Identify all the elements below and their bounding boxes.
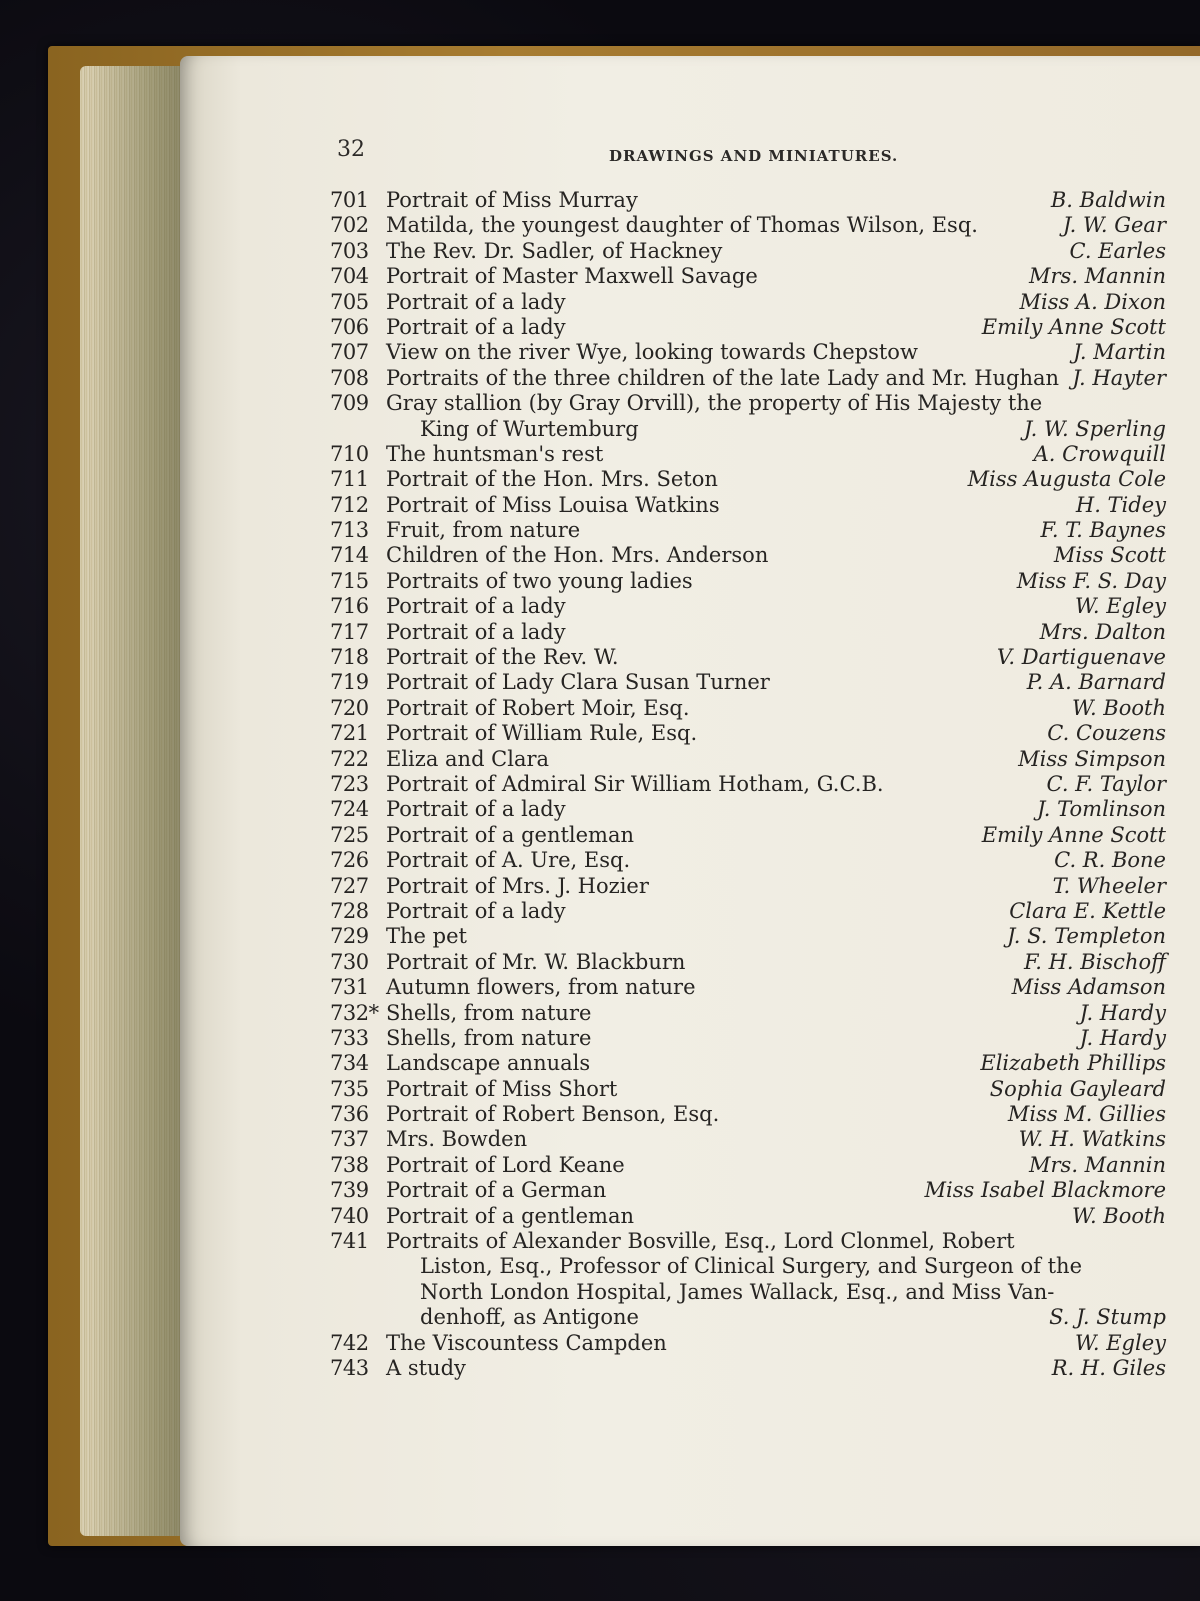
entry-artist: Clara E. Kettle	[1009, 898, 1166, 923]
catalogue-entry	[330, 213, 1166, 238]
catalogue-entry	[330, 391, 1166, 416]
entry-artist: T. Wheeler	[1052, 873, 1166, 898]
entry-line	[330, 1229, 1166, 1254]
entry-number: 734	[330, 1051, 369, 1076]
catalogue-entry	[330, 239, 1166, 264]
entry-number: 724	[330, 797, 369, 822]
entry-title: View on the river Wye, looking towards Chepstow	[386, 340, 918, 365]
entry-number: 715	[330, 568, 369, 593]
entry-artist: Mrs. Mannin	[1029, 264, 1166, 289]
entry-artist: J. W. Gear	[1062, 213, 1166, 238]
entry-artist: C. Earles	[1069, 238, 1166, 263]
catalogue-entry	[330, 874, 1166, 899]
entry-number: 701	[330, 188, 369, 212]
entry-number: 736	[330, 1102, 369, 1127]
catalogue-entry	[330, 772, 1166, 797]
entry-title-continued: North London Hospital, James Wallack, Esq., and Miss Van-	[420, 1279, 1055, 1304]
entry-title: Portrait of a German	[386, 1178, 607, 1203]
entry-number: 708	[330, 365, 369, 390]
catalogue-entry	[330, 899, 1166, 924]
entry-artist: Sophia Gayleard	[989, 1076, 1166, 1101]
entry-artist: J. S. Templeton	[1006, 924, 1166, 949]
entry-title-continued: King of Wurtemburg	[420, 416, 639, 441]
entry-number: 730	[330, 949, 369, 974]
entry-number: 732*	[330, 1000, 379, 1025]
entry-number: 719	[330, 670, 369, 695]
entry-artist: F. T. Baynes	[1040, 518, 1166, 543]
entry-title: Portraits of two young ladies	[386, 568, 693, 593]
entry-title: A study	[386, 1355, 466, 1380]
entry-number: 741	[330, 1229, 369, 1254]
entry-title: Portrait of William Rule, Esq.	[386, 721, 698, 746]
entry-title: Eliza and Clara	[386, 746, 550, 771]
entry-title: Landscape annuals	[386, 1051, 591, 1076]
entry-title: Portrait of the Hon. Mrs. Seton	[386, 467, 718, 492]
entry-title: Portrait of a gentleman	[386, 822, 635, 847]
entry-title: Shells, from nature	[386, 1000, 592, 1025]
entry-title: The pet	[386, 924, 467, 949]
catalogue-entry	[330, 1331, 1166, 1356]
entry-artist: Miss Adamson	[1011, 975, 1166, 1000]
entry-title: Portrait of Robert Moir, Esq.	[386, 695, 690, 720]
catalogue-entry	[330, 1178, 1166, 1203]
entry-artist: Mrs. Mannin	[1029, 1152, 1166, 1177]
entry-artist: P. A. Barnard	[1026, 670, 1166, 695]
entry-title: Portraits of Alexander Bosville, Esq., Lord Clonmel, Robert	[386, 1229, 1015, 1254]
entry-title: The huntsman's rest	[386, 441, 604, 466]
entry-title: Portrait of Miss Short	[386, 1076, 618, 1101]
entry-number: 721	[330, 721, 369, 746]
catalogue-entry	[330, 823, 1166, 848]
catalogue-entry	[330, 696, 1166, 721]
entry-title: Portrait of Master Maxwell Savage	[386, 264, 758, 289]
entry-title: The Rev. Dr. Sadler, of Hackney	[386, 238, 723, 263]
entry-title: Gray stallion (by Gray Orvill), the property of His Majesty the	[386, 391, 1043, 416]
entry-number: 703	[330, 238, 369, 263]
entry-artist: H. Tidey	[1075, 492, 1166, 517]
catalogue-entry	[330, 645, 1166, 670]
entry-artist: Miss F. S. Day	[1016, 568, 1166, 593]
entry-artist: J. Tomlinson	[1037, 797, 1166, 822]
entry-artist: C. F. Taylor	[1046, 771, 1166, 796]
catalogue-entry	[330, 290, 1166, 315]
entry-continuation	[330, 1305, 1166, 1330]
entry-artist: J. Hardy	[1079, 1025, 1166, 1050]
entry-artist: J. Hayter	[1072, 365, 1166, 390]
entry-artist: W. H. Watkins	[1018, 1127, 1166, 1152]
catalogue-entry	[330, 188, 1166, 213]
entry-number: 704	[330, 264, 369, 289]
entry-artist: Miss Augusta Cole	[967, 467, 1166, 492]
entry-artist: J. Hardy	[1079, 1000, 1166, 1025]
entry-title: Portrait of A. Ure, Esq.	[386, 848, 631, 873]
entry-number: 722	[330, 746, 369, 771]
catalogue-entry	[330, 1102, 1166, 1127]
entry-number: 729	[330, 924, 369, 949]
catalogue-entry	[330, 467, 1166, 492]
entry-artist: W. Booth	[1072, 695, 1166, 720]
entry-number: 712	[330, 492, 369, 517]
entry-title: The Viscountess Campden	[386, 1330, 667, 1355]
catalogue-entry	[330, 493, 1166, 518]
catalogue-entry	[330, 1204, 1166, 1229]
running-head: DRAWINGS AND MINIATURES.	[609, 147, 899, 165]
entry-number: 739	[330, 1178, 369, 1203]
catalogue-entry	[330, 1127, 1166, 1152]
entry-artist: C. Couzens	[1047, 721, 1166, 746]
entry-title: Portrait of a lady	[386, 289, 566, 314]
catalogue-entry	[330, 1153, 1166, 1178]
catalogue-entry	[330, 797, 1166, 822]
entry-number: 709	[330, 391, 369, 416]
entry-number: 705	[330, 289, 369, 314]
entry-number: 727	[330, 873, 369, 898]
entry-title: Portrait of Admiral Sir William Hotham, G.C.B.	[386, 771, 884, 796]
catalogue-entry	[330, 1051, 1166, 1076]
entry-number: 713	[330, 518, 369, 543]
entry-title: Matilda, the youngest daughter of Thomas Wilson, Esq.	[386, 213, 978, 238]
entry-artist: Miss Scott	[1053, 543, 1166, 568]
entry-artist: F. H. Bischoff	[1023, 949, 1166, 974]
entry-number: 733	[330, 1025, 369, 1050]
entry-number: 738	[330, 1152, 369, 1177]
catalogue-entry	[330, 366, 1166, 391]
catalogue-entry	[330, 594, 1166, 619]
catalogue-entry	[330, 1026, 1166, 1051]
catalogue-entry	[330, 1356, 1166, 1381]
entry-artist: Emily Anne Scott	[981, 314, 1166, 339]
entry-artist: V. Dartiguenave	[996, 645, 1166, 670]
entry-number: 711	[330, 467, 369, 492]
entry-number: 737	[330, 1127, 369, 1152]
entry-title: Portrait of Lady Clara Susan Turner	[386, 670, 770, 695]
catalogue-entry	[330, 340, 1166, 365]
catalogue-entries	[330, 188, 1166, 1381]
entry-number: 716	[330, 594, 369, 619]
entry-title: Portraits of the three children of the late Lady and Mr. Hughan	[386, 365, 1060, 390]
entry-number: 728	[330, 898, 369, 923]
entry-title-continued: denhoff, as Antigone	[420, 1305, 639, 1330]
entry-title: Portrait of Lord Keane	[386, 1152, 625, 1177]
catalogue-entry	[330, 315, 1166, 340]
catalogue-entry	[330, 924, 1166, 949]
entry-number: 718	[330, 645, 369, 670]
page-header	[337, 137, 937, 167]
entry-title-continued: Liston, Esq., Professor of Clinical Surgery, and Surgeon of the	[420, 1254, 1082, 1279]
catalogue-entry	[330, 1077, 1166, 1102]
catalogue-entry	[330, 518, 1166, 543]
entry-artist: Miss A. Dixon	[1019, 289, 1166, 314]
entry-number: 717	[330, 619, 369, 644]
entry-title: Children of the Hon. Mrs. Anderson	[386, 543, 769, 568]
catalogue-entry	[330, 442, 1166, 467]
entry-artist: S. J. Stump	[1049, 1305, 1166, 1330]
entry-artist: Miss M. Gillies	[1007, 1102, 1166, 1127]
entry-continuation	[330, 1280, 1166, 1305]
entry-artist: Elizabeth Phillips	[980, 1051, 1166, 1076]
page-number: 32	[337, 137, 365, 162]
entry-artist: A. Crowquill	[1033, 441, 1166, 466]
entry-artist: Miss Simpson	[1018, 746, 1166, 771]
entry-title: Portrait of a lady	[386, 797, 566, 822]
catalogue-entry-741	[330, 1229, 1166, 1331]
entry-artist: Mrs. Dalton	[1039, 619, 1166, 644]
entry-title: Portrait of the Rev. W.	[386, 645, 619, 670]
catalogue-entry	[330, 721, 1166, 746]
entry-number: 726	[330, 848, 369, 873]
catalogue-entry	[330, 1001, 1166, 1026]
entry-number: 742	[330, 1330, 369, 1355]
entry-title: Portrait of Miss Louisa Watkins	[386, 492, 720, 517]
entry-artist: Miss Isabel Blackmore	[924, 1178, 1166, 1203]
entry-artist: Emily Anne Scott	[981, 822, 1166, 847]
catalogue-entry	[330, 620, 1166, 645]
entry-artist: C. R. Bone	[1054, 848, 1166, 873]
entry-artist: R. H. Giles	[1051, 1355, 1166, 1380]
entry-title: Fruit, from nature	[386, 518, 581, 543]
catalogue-entry	[330, 264, 1166, 289]
entry-number: 706	[330, 314, 369, 339]
entry-title: Portrait of Mr. W. Blackburn	[386, 949, 686, 974]
entry-number: 707	[330, 340, 369, 365]
entry-title: Portrait of Mrs. J. Hozier	[386, 873, 649, 898]
catalogue-entry	[330, 747, 1166, 772]
entry-title: Mrs. Bowden	[386, 1127, 528, 1152]
entry-artist: W. Egley	[1074, 594, 1166, 619]
entry-title: Portrait of a lady	[386, 898, 566, 923]
entry-artist: J. W. Sperling	[1023, 416, 1166, 441]
catalogue-entry	[330, 670, 1166, 695]
catalogue-entry	[330, 569, 1166, 594]
entry-number: 731	[330, 975, 369, 1000]
entry-number: 714	[330, 543, 369, 568]
entry-number: 723	[330, 771, 369, 796]
entry-artist: W. Egley	[1074, 1330, 1166, 1355]
catalogue-entry	[330, 975, 1166, 1000]
catalogue-entry	[330, 543, 1166, 568]
entry-title: Portrait of a gentleman	[386, 1203, 635, 1228]
entry-number: 740	[330, 1203, 369, 1228]
entry-number: 725	[330, 822, 369, 847]
entry-title: Shells, from nature	[386, 1025, 592, 1050]
entry-artist: B. Baldwin	[1050, 188, 1166, 212]
entry-title: Portrait of Robert Benson, Esq.	[386, 1102, 720, 1127]
entry-number: 710	[330, 441, 369, 466]
catalogue-entry	[330, 950, 1166, 975]
catalogue-entry	[330, 848, 1166, 873]
entry-continuation	[330, 1254, 1166, 1279]
entry-number: 720	[330, 695, 369, 720]
entry-title: Autumn flowers, from nature	[386, 975, 696, 1000]
entry-number: 743	[330, 1355, 369, 1380]
entry-title: Portrait of a lady	[386, 619, 566, 644]
entry-artist: W. Booth	[1072, 1203, 1166, 1228]
entry-title: Portrait of Miss Murray	[386, 188, 638, 212]
entry-continuation	[330, 417, 1166, 442]
entry-artist: J. Martin	[1073, 340, 1166, 365]
entry-title: Portrait of a lady	[386, 314, 566, 339]
entry-number: 735	[330, 1076, 369, 1101]
entry-number: 702	[330, 213, 369, 238]
entry-title: Portrait of a lady	[386, 594, 566, 619]
